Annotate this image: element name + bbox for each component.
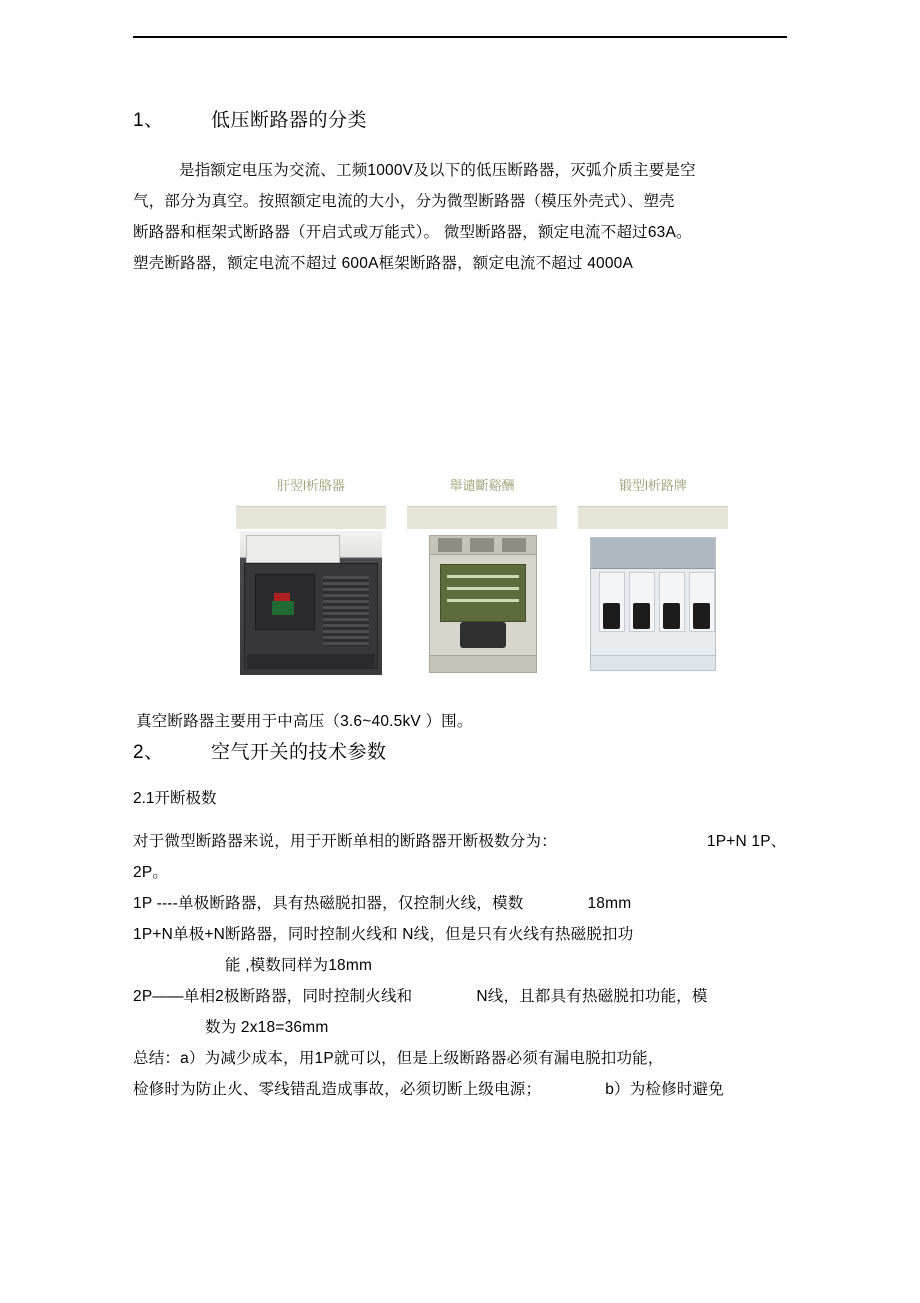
mccb-terminal (470, 538, 494, 552)
paragraph-text: N线，且都具有热磁脱扣功能，模 (476, 988, 708, 1005)
section-2-body (133, 826, 793, 1105)
mcb-pole (629, 572, 655, 632)
mccb-faceplate (440, 564, 526, 622)
section-2-title: 空气开关的技术参数 (211, 742, 387, 763)
figure-top-bar (236, 506, 386, 529)
paragraph-line (133, 1012, 793, 1043)
breaker-figure (236, 475, 728, 677)
acb-base (247, 654, 375, 668)
figure-cell-air-circuit-breaker (236, 506, 386, 677)
mccb-label-line (447, 587, 519, 590)
paragraph-text: 1P ----单极断路器，具有热磁脱扣器，仅控制火线，模数 (133, 895, 524, 912)
moulded-case-breaker-photo (407, 529, 557, 677)
paragraph-line (133, 248, 788, 279)
paragraph-line (133, 217, 788, 248)
figure-top-bar (578, 506, 728, 529)
paragraph-line (133, 826, 793, 888)
mccb-shape (429, 535, 537, 673)
figure-label-3: 锻型l析路牌 (619, 478, 687, 493)
paragraph-text: 能 ,模数同样为18mm (225, 957, 373, 974)
mcb-pole (689, 572, 715, 632)
mccb-handle (460, 622, 506, 648)
acb-lid (246, 535, 340, 563)
paragraph-text: 1P+N 1P、2P。 (133, 833, 787, 881)
mcb-pole (659, 572, 685, 632)
section-1-number: 1、 (133, 110, 164, 131)
section-2-number: 2、 (133, 742, 164, 763)
figure-labels (236, 475, 728, 494)
paragraph-text: b）为检修时避免 (605, 1081, 724, 1098)
figure-images-row (236, 506, 728, 677)
section-1-title: 低压断路器的分类 (211, 110, 368, 131)
figure-top-bar (407, 506, 557, 529)
miniature-breaker-photo (578, 529, 728, 677)
figure-cell-moulded-case-breaker (407, 506, 557, 677)
acb-shape (240, 531, 382, 675)
section-2-heading (133, 742, 387, 765)
acb-green-indicator (272, 601, 294, 615)
paragraph-text: 2P——单相2极断路器，同时控制火线和 (133, 988, 413, 1005)
paragraph-text: 数为 2x18=36mm (205, 1019, 329, 1036)
paragraph-line (133, 888, 793, 919)
mcb-foot (591, 655, 715, 670)
acb-body (244, 563, 378, 669)
figure-caption: 真空断路器主要用于中高压（3.6~40.5kV ）围。 (136, 713, 473, 730)
paragraph-line (133, 186, 788, 217)
paragraph-line (133, 919, 793, 950)
paragraph-line (133, 950, 793, 981)
figure-label-1: 肝翌l析胳器 (277, 478, 345, 493)
paragraph-line (133, 1043, 793, 1074)
figure-cell-miniature-breaker (578, 506, 728, 677)
mcb-shape (590, 537, 716, 671)
mcb-lever (663, 603, 680, 629)
paragraph-text: 断路器和框架式断路器（开启式或万能式）。 微型断路器，额定电流不超过63A。 (133, 224, 692, 241)
mcb-lever (693, 603, 710, 629)
section-2-1-heading: 2.1开断极数 (133, 790, 217, 807)
figure-label-2: 舉谴斷谿酬 (449, 478, 515, 493)
mccb-top (430, 536, 536, 555)
mccb-label-line (447, 599, 519, 602)
paragraph-text: 总结：a）为减少成本，用1P就可以，但是上级断路器必须有漏电脱扣功能， (133, 1050, 664, 1067)
header-divider (133, 36, 787, 38)
paragraph-line (133, 981, 793, 1012)
paragraph-text: 气，部分为真空。按照额定电流的大小，分为微型断路器（模压外壳式）、塑壳 (133, 193, 675, 210)
paragraph-text: 1P+N单极+N断路器，同时控制火线和 N线，但是只有火线有热磁脱扣功 (133, 926, 634, 943)
paragraph-text: 是指额定电压为交流、工频1000V及以下的低压断路器，灭弧介质主要是空 (179, 162, 696, 179)
mcb-lever (603, 603, 620, 629)
mccb-bottom (430, 655, 536, 672)
acb-panel (255, 574, 315, 630)
air-circuit-breaker-photo (236, 529, 386, 677)
paragraph-text: 检修时为防止火、零线错乱造成事故，必须切断上级电源； (133, 1081, 542, 1098)
mccb-terminal (438, 538, 462, 552)
mcb-lever (633, 603, 650, 629)
paragraph-text: 对于微型断路器来说，用于开断单相的断路器开断极数分为： (133, 833, 557, 850)
section-1-heading (133, 110, 367, 133)
mcb-top-strip (591, 538, 715, 569)
paragraph-line (133, 1074, 793, 1105)
paragraph-line (133, 155, 788, 186)
mccb-terminal (502, 538, 526, 552)
section-1-body (133, 155, 788, 279)
mccb-label-line (447, 575, 519, 578)
acb-vent-grill (323, 576, 369, 646)
mcb-pole (599, 572, 625, 632)
paragraph-text: 塑壳断路器，额定电流不超过 600A框架断路器，额定电流不超过 4000A (133, 255, 634, 272)
paragraph-text: 18mm (587, 895, 632, 912)
